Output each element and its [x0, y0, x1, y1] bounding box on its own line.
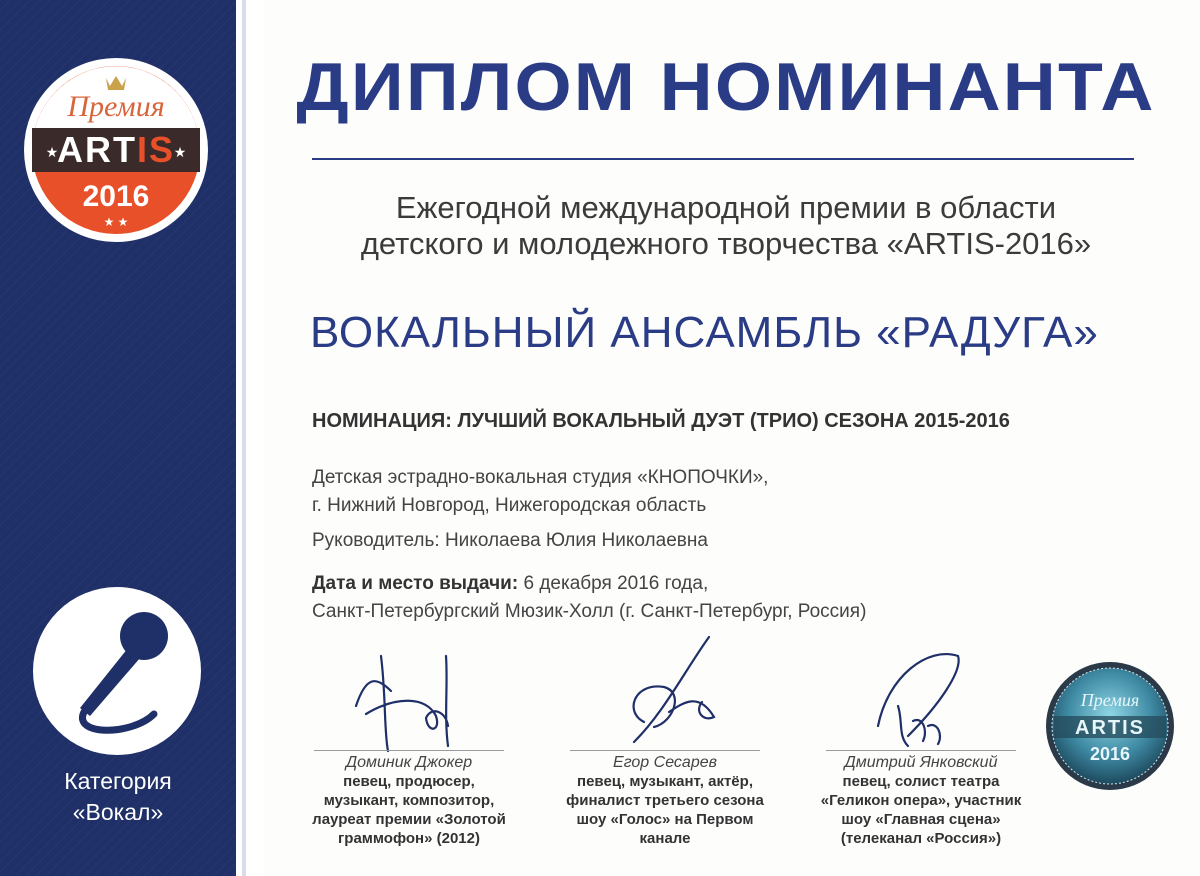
- category-label: [0, 766, 236, 828]
- svg-text:★: ★: [173, 144, 187, 160]
- signatory-name: Доминик Джокер: [345, 754, 473, 771]
- issue-date: 6 декабря 2016 года,: [518, 573, 709, 594]
- signature-yankovsky-icon: [868, 636, 968, 752]
- signatory-description: певец, солист театра «Геликон опера», участник шоу «Главная сцена» (телеканал «Россия»): [820, 773, 1022, 847]
- signature-line: [570, 750, 760, 751]
- category-line-1: Категория: [64, 768, 172, 794]
- subtitle-line-1: Ежегодной международной премии в области: [395, 190, 1057, 225]
- artis-seal-icon: [1044, 660, 1176, 792]
- category-line-2: «Вокал»: [72, 799, 164, 825]
- ensemble-name: ВОКАЛЬНЫЙ АНСАМБЛЬ «РАДУГА»: [310, 308, 1099, 357]
- sidebar-divider: [236, 0, 264, 876]
- signatory-yankovsky: [796, 750, 1046, 848]
- signatory-name: Дмитрий Янковский: [844, 754, 998, 771]
- signatory-description: певец, продюсер, музыкант, композитор, лауреат премии «Золотой граммофон» (2012): [312, 773, 506, 847]
- subtitle-line-2: детского и молодежного творчества «ARTIS-2016»: [360, 226, 1092, 261]
- signature-joker-icon: [336, 636, 466, 758]
- title-divider: [312, 158, 1134, 160]
- emblem-year-text: 2016: [82, 180, 150, 213]
- left-sidebar-panel: [0, 0, 236, 876]
- signatory-joker: [284, 750, 534, 848]
- seal-script-text: Премия: [1080, 690, 1140, 710]
- signature-line: [826, 750, 1016, 751]
- studio-line-2: г. Нижний Новгород, Нижегородская область: [312, 495, 707, 516]
- signature-line: [314, 750, 504, 751]
- emblem-brand-text: ARTIS: [56, 129, 176, 170]
- svg-text:★ ★: ★ ★: [103, 215, 129, 229]
- leader-text: Руководитель: Николаева Юлия Николаевна: [312, 530, 708, 551]
- studio-line-1: Детская эстрадно-вокальная студия «КНОПОЧКИ»,: [312, 467, 769, 488]
- issue-label: Дата и место выдачи:: [312, 573, 519, 594]
- svg-text:★: ★: [45, 144, 59, 160]
- microphone-icon: [32, 586, 202, 756]
- signatory-sesarev: [540, 750, 790, 848]
- issue-info: [312, 570, 866, 626]
- artis-emblem-icon: [22, 56, 210, 244]
- studio-info: [312, 464, 768, 520]
- signatory-name: Егор Сесарев: [613, 754, 717, 771]
- seal-brand-text: ARTIS: [1075, 717, 1145, 739]
- signature-sesarev-icon: [614, 632, 724, 754]
- issue-place: Санкт-Петербургский Мюзик-Холл (г. Санкт-Петербург, Россия): [312, 601, 867, 622]
- nomination-text: НОМИНАЦИЯ: ЛУЧШИЙ ВОКАЛЬНЫЙ ДУЭТ (ТРИО) СЕЗОНА 2015-2016: [312, 410, 1010, 432]
- diploma-title: ДИПЛОМ НОМИНАНТА: [296, 49, 1156, 125]
- signatory-description: певец, музыкант, актёр, финалист третьего сезона шоу «Голос» на Первом канале: [566, 773, 764, 847]
- award-subtitle: [296, 190, 1156, 262]
- seal-year-text: 2016: [1089, 744, 1131, 764]
- emblem-script-text: Премия: [67, 90, 165, 123]
